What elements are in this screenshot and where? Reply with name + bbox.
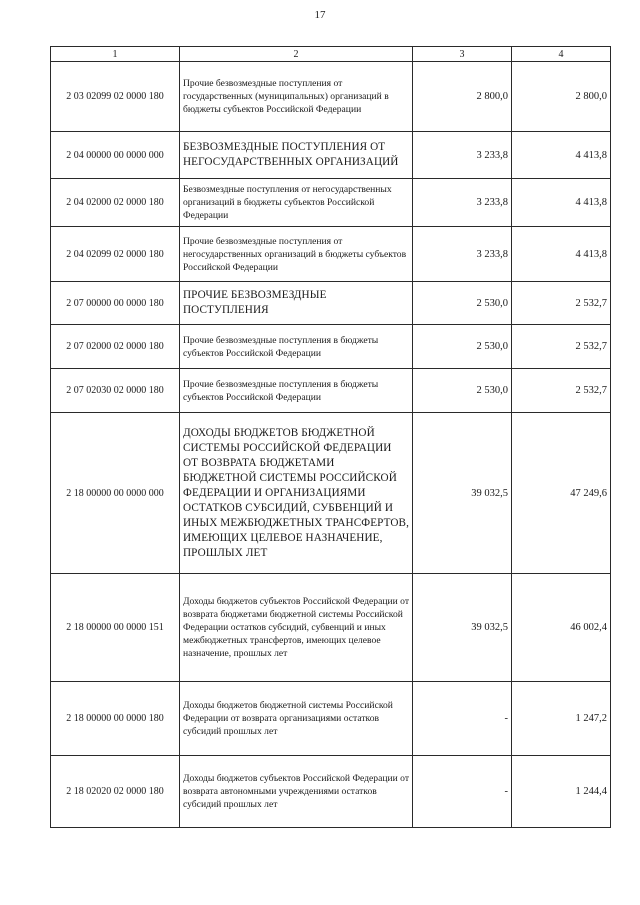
page-number: 17 xyxy=(314,9,326,21)
row-name: Доходы бюджетов бюджетной системы Российской Федерации от возврата организациями остатков субсидий прошлых лет xyxy=(180,682,413,756)
row-value-col4: 2 532,7 xyxy=(512,282,611,325)
table-row xyxy=(51,369,611,413)
row-value-col4: 1 244,4 xyxy=(512,756,611,828)
table-row xyxy=(51,574,611,682)
row-code: 2 04 00000 00 0000 000 xyxy=(51,132,180,179)
row-value-col3: 39 032,5 xyxy=(413,413,512,574)
row-value-col4: 2 800,0 xyxy=(512,62,611,132)
row-value-col3: 39 032,5 xyxy=(413,574,512,682)
table-row xyxy=(51,227,611,282)
row-code: 2 04 02099 02 0000 180 xyxy=(51,227,180,282)
row-value-col3: 3 233,8 xyxy=(413,132,512,179)
row-value-col3: - xyxy=(413,756,512,828)
row-value-col3: 2 800,0 xyxy=(413,62,512,132)
row-name: Прочие безвозмездные поступления от негосударственных организаций в бюджеты субъектов Российской Федерации xyxy=(180,227,413,282)
row-code: 2 18 00000 00 0000 151 xyxy=(51,574,180,682)
row-value-col4: 4 413,8 xyxy=(512,179,611,227)
row-value-col3: 2 530,0 xyxy=(413,282,512,325)
row-value-col4: 47 249,6 xyxy=(512,413,611,574)
row-name: Доходы бюджетов субъектов Российской Федерации от возврата автономными учреждениями остатков субсидий прошлых лет xyxy=(180,756,413,828)
column-header: 4 xyxy=(512,47,611,62)
row-code: 2 07 02000 02 0000 180 xyxy=(51,325,180,369)
column-header: 3 xyxy=(413,47,512,62)
row-code: 2 04 02000 02 0000 180 xyxy=(51,179,180,227)
row-code: 2 18 00000 00 0000 180 xyxy=(51,682,180,756)
row-code: 2 18 00000 00 0000 000 xyxy=(51,413,180,574)
table-row xyxy=(51,62,611,132)
row-value-col3: 2 530,0 xyxy=(413,325,512,369)
table-row xyxy=(51,413,611,574)
table-row xyxy=(51,179,611,227)
row-value-col4: 46 002,4 xyxy=(512,574,611,682)
row-name: Прочие безвозмездные поступления в бюджеты субъектов Российской Федерации xyxy=(180,369,413,413)
row-code: 2 03 02099 02 0000 180 xyxy=(51,62,180,132)
row-value-col4: 1 247,2 xyxy=(512,682,611,756)
table-row xyxy=(51,132,611,179)
budget-revenue-table xyxy=(50,46,611,828)
row-name: Прочие безвозмездные поступления в бюджеты субъектов Российской Федерации xyxy=(180,325,413,369)
table-row xyxy=(51,325,611,369)
row-value-col3: 3 233,8 xyxy=(413,179,512,227)
table-row xyxy=(51,282,611,325)
table-row xyxy=(51,756,611,828)
row-value-col4: 4 413,8 xyxy=(512,227,611,282)
row-code: 2 07 02030 02 0000 180 xyxy=(51,369,180,413)
row-value-col3: - xyxy=(413,682,512,756)
row-name: ДОХОДЫ БЮДЖЕТОВ БЮДЖЕТНОЙ СИСТЕМЫ РОССИЙСКОЙ ФЕДЕРАЦИИ ОТ ВОЗВРАТА БЮДЖЕТАМИ БЮДЖЕТНОЙ СИСТЕМЫ РОССИЙСКОЙ ФЕДЕРАЦИИ И ОРГАНИЗАЦИЯМИ ОСТАТКОВ СУБСИДИЙ, СУБВЕНЦИЙ И ИНЫХ МЕЖБЮДЖЕТНЫХ ТРАНСФЕРТОВ, ИМЕЮЩИХ ЦЕЛЕВОЕ НАЗНАЧЕНИЕ, ПРОШЛЫХ ЛЕТ xyxy=(180,413,413,574)
table-row xyxy=(51,682,611,756)
row-value-col4: 4 413,8 xyxy=(512,132,611,179)
row-value-col4: 2 532,7 xyxy=(512,325,611,369)
row-code: 2 18 02020 02 0000 180 xyxy=(51,756,180,828)
row-code: 2 07 00000 00 0000 180 xyxy=(51,282,180,325)
row-value-col3: 3 233,8 xyxy=(413,227,512,282)
table-header-row xyxy=(51,47,611,62)
row-name: ПРОЧИЕ БЕЗВОЗМЕЗДНЫЕ ПОСТУПЛЕНИЯ xyxy=(180,282,413,325)
column-header: 1 xyxy=(51,47,180,62)
row-name: Прочие безвозмездные поступления от государственных (муниципальных) организаций в бюджеты субъектов Российской Федерации xyxy=(180,62,413,132)
row-value-col4: 2 532,7 xyxy=(512,369,611,413)
row-name: БЕЗВОЗМЕЗДНЫЕ ПОСТУПЛЕНИЯ ОТ НЕГОСУДАРСТВЕННЫХ ОРГАНИЗАЦИЙ xyxy=(180,132,413,179)
row-name: Безвозмездные поступления от негосударственных организаций в бюджеты субъектов Российской Федерации xyxy=(180,179,413,227)
row-name: Доходы бюджетов субъектов Российской Федерации от возврата бюджетами бюджетной системы Российской Федерации остатков субсидий, субвенций и иных межбюджетных трансфертов, имеющих целевое назначение, прошлых лет xyxy=(180,574,413,682)
row-value-col3: 2 530,0 xyxy=(413,369,512,413)
column-header: 2 xyxy=(180,47,413,62)
